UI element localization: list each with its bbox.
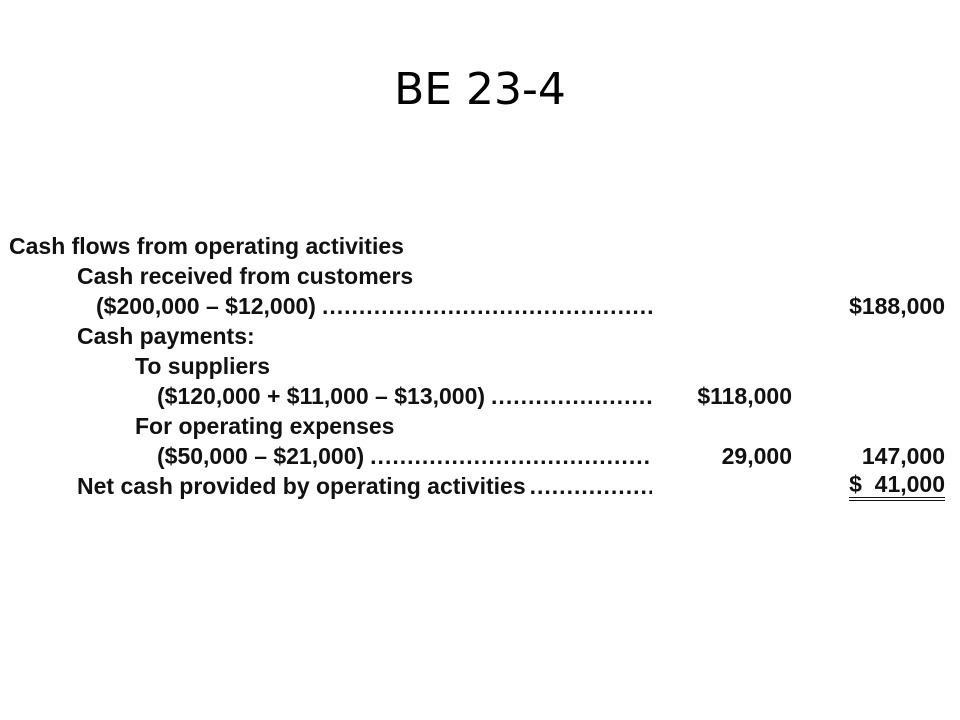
received-calc: ($200,000 – $12,000) bbox=[96, 293, 316, 319]
suppliers-label: To suppliers bbox=[135, 353, 271, 379]
received-calc-row bbox=[0, 291, 960, 321]
opex-label: For operating expenses bbox=[135, 413, 395, 439]
net-leader bbox=[0, 471, 652, 501]
suppliers-amount: $118,000 bbox=[697, 383, 792, 409]
opex-label-row bbox=[0, 411, 960, 441]
net-label: Net cash provided by operating activities bbox=[77, 473, 526, 499]
opex-leader bbox=[0, 441, 652, 471]
dot-leader bbox=[370, 441, 652, 471]
received-label-row bbox=[0, 261, 960, 291]
slide-title: BE 23-4 bbox=[394, 64, 566, 115]
net-total: $ 41,000 bbox=[849, 471, 945, 501]
opex-amount: 29,000 bbox=[721, 443, 792, 469]
net-cash-row bbox=[0, 471, 960, 501]
received-total: $188,000 bbox=[849, 293, 945, 319]
received-leader bbox=[0, 291, 652, 321]
payments-label: Cash payments: bbox=[77, 323, 255, 349]
payments-total: 147,000 bbox=[861, 443, 945, 469]
statement-heading: Cash flows from operating activities bbox=[9, 233, 404, 259]
statement-heading-row bbox=[0, 231, 960, 261]
suppliers-leader bbox=[0, 381, 652, 411]
cash-flow-statement bbox=[0, 231, 960, 521]
dot-leader bbox=[322, 291, 652, 321]
suppliers-calc: ($120,000 + $11,000 – $13,000) bbox=[157, 383, 486, 409]
opex-calc-row bbox=[0, 441, 960, 471]
received-label: Cash received from customers bbox=[77, 263, 414, 289]
dot-leader bbox=[530, 471, 652, 501]
suppliers-label-row bbox=[0, 351, 960, 381]
suppliers-calc-row bbox=[0, 381, 960, 411]
opex-calc: ($50,000 – $21,000) bbox=[157, 443, 365, 469]
dot-leader bbox=[491, 381, 652, 411]
payments-label-row bbox=[0, 321, 960, 351]
